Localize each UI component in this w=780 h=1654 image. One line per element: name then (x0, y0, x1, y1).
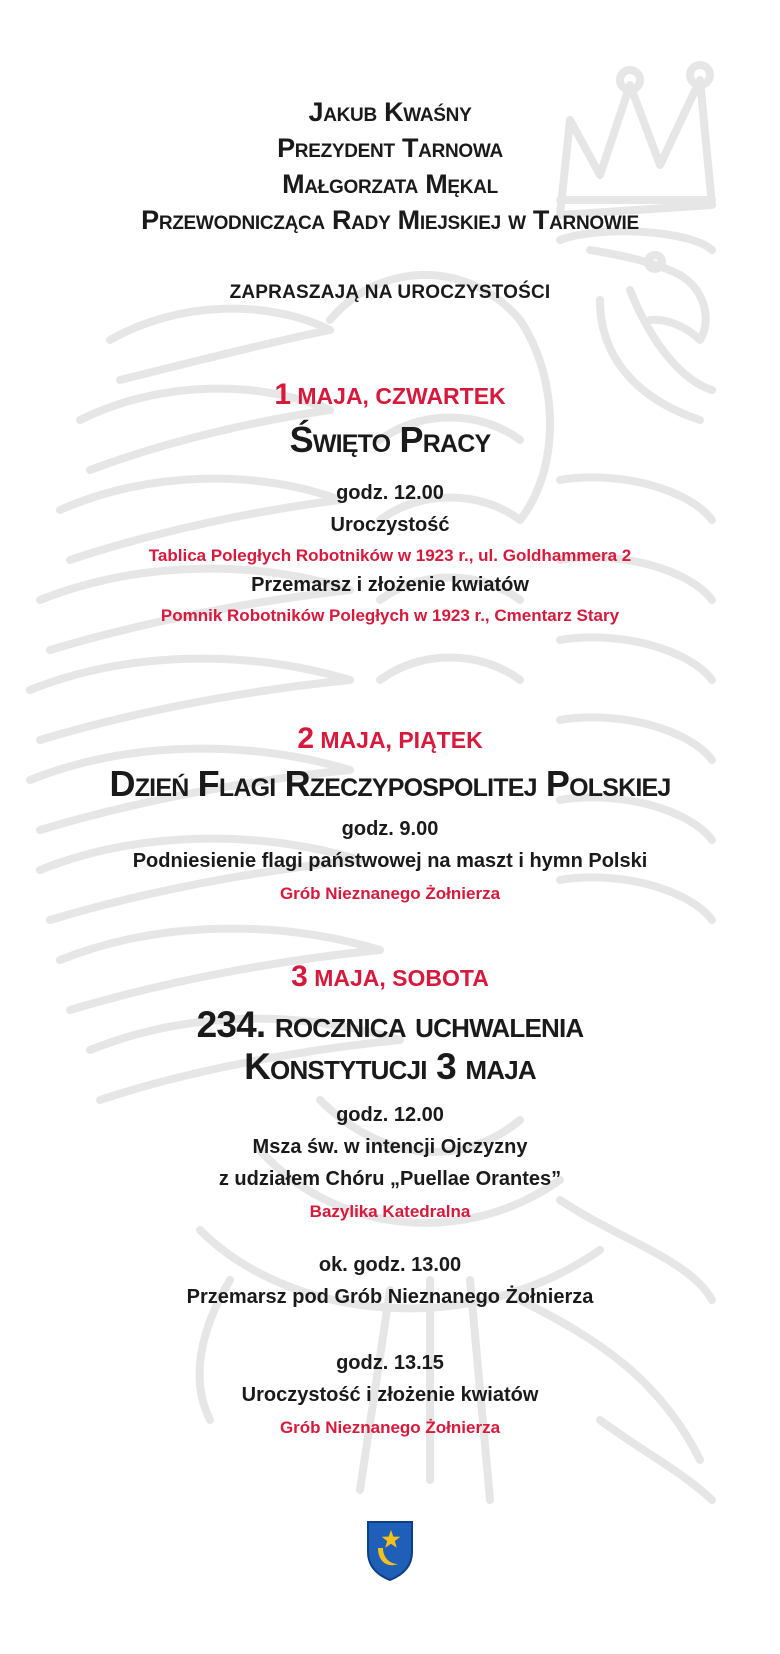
event3-item1b: z udziałem Chóru „Puellae Orantes” (218, 1168, 562, 1190)
president-name: Jakub Kwaśny (308, 97, 472, 127)
event3-date (0, 960, 780, 994)
event3-time3: godz. 13.15 (336, 1352, 444, 1374)
event3-place1: Bazylika Katedralna (309, 1202, 471, 1221)
event1-item2: Przemarsz i złożenie kwiatów (251, 574, 529, 596)
event2-date-number: 2 (297, 722, 314, 755)
event1-date (0, 378, 780, 412)
event1-title: Święto Pracy (289, 419, 491, 460)
event1-item1: Uroczystość (330, 514, 450, 536)
event1-place1: Tablica Poległych Robotników w 1923 r., ul. Goldhammera 2 (148, 546, 632, 565)
event3-date-number: 3 (291, 960, 308, 993)
tarnow-coat-of-arms-icon (364, 1518, 416, 1582)
event2-time: godz. 9.00 (341, 818, 439, 840)
event3-place3: Grób Nieznanego Żołnierza (279, 1418, 501, 1437)
event3-title-line2: Konstytucji 3 maja (244, 1046, 536, 1087)
event3-title-line1: 234. rocznica uchwalenia (196, 1004, 584, 1045)
event3-date-label: MAJA, SOBOTA (307, 965, 489, 991)
event2-title: Dzień Flagi Rzeczypospolitej Polskiej (109, 763, 671, 804)
event2-place1: Grób Nieznanego Żołnierza (279, 884, 501, 903)
event1-date-number: 1 (274, 378, 291, 411)
council-chair-title: Przewodnicząca Rady Miejskiej w Tarnowie (141, 205, 639, 235)
event3-time1: godz. 12.00 (336, 1104, 444, 1126)
event1-time: godz. 12.00 (336, 482, 444, 504)
council-chair-name: Małgorzata Mękal (282, 169, 498, 199)
event2-date-label: MAJA, PIĄTEK (314, 727, 483, 753)
event3-item3: Uroczystość i złożenie kwiatów (241, 1384, 539, 1406)
event2-date (0, 722, 780, 756)
event1-place2: Pomnik Robotników Poległych w 1923 r., Cmentarz Stary (160, 606, 620, 625)
event1-date-label: MAJA, CZWARTEK (291, 383, 506, 409)
event3-item2: Przemarsz pod Grób Nieznanego Żołnierza (186, 1286, 594, 1308)
event3-item1a: Msza św. w intencji Ojczyzny (252, 1136, 528, 1158)
invitation-text: ZAPRASZAJĄ NA UROCZYSTOŚCI (229, 282, 551, 303)
event2-item1: Podniesienie flagi państwowej na maszt i hymn Polski (132, 850, 648, 872)
event3-time2: ok. godz. 13.00 (318, 1254, 462, 1276)
president-title: Prezydent Tarnowa (277, 133, 503, 163)
